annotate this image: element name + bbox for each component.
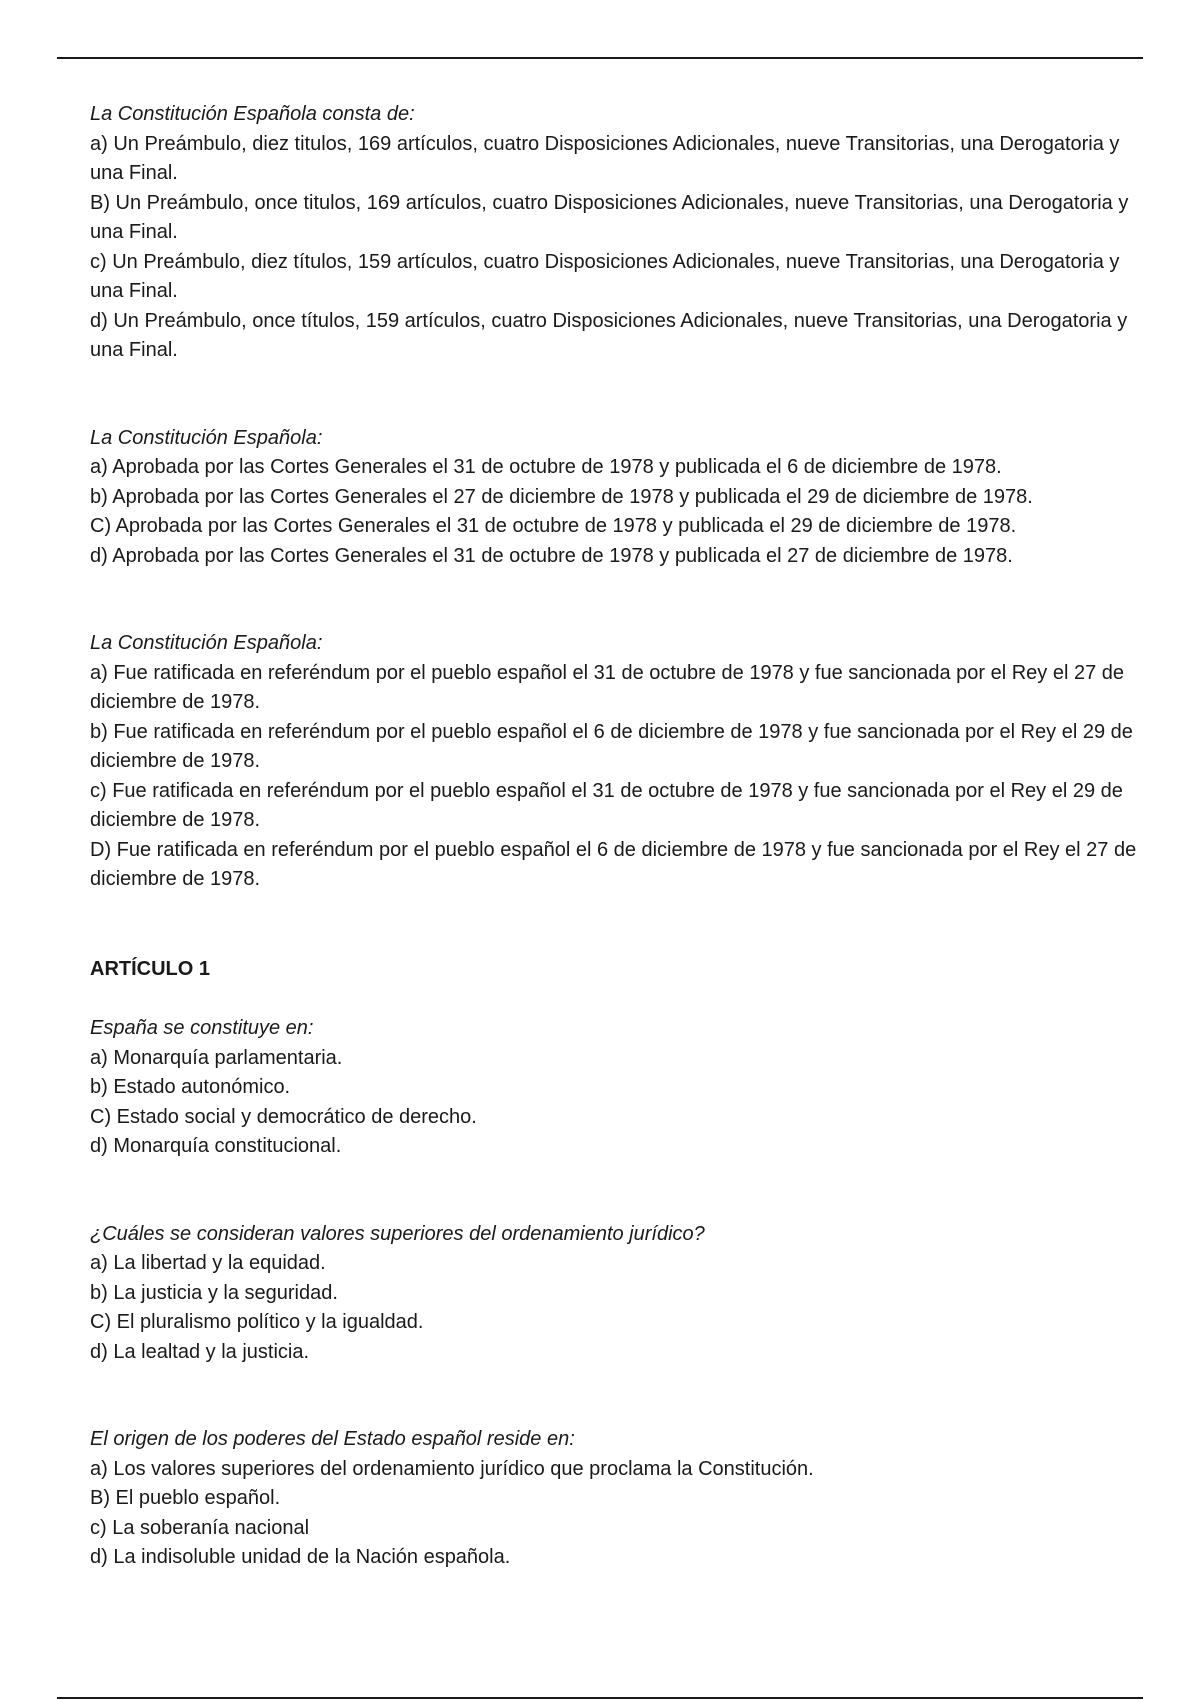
option-list <box>90 1249 1150 1367</box>
option-c: c) Un Preámbulo, diez títulos, 159 artículos, cuatro Disposiciones Adicionales, nueve Transitorias, una Derogatoria y una Final. <box>90 250 1120 302</box>
top-rule <box>57 57 1143 59</box>
question-5 <box>90 1220 1150 1368</box>
option-d: d) La lealtad y la justicia. <box>90 1340 310 1363</box>
question-prompt: La Constitución Española consta de: <box>90 103 415 125</box>
question-prompt: ¿Cuáles se consideran valores superiores del ordenamiento jurídico? <box>90 1222 705 1245</box>
option-a: a) Los valores superiores del ordenamiento jurídico que proclama la Constitución. <box>90 1457 814 1480</box>
option-list <box>90 453 1150 571</box>
option-d: d) La indisoluble unidad de la Nación española. <box>90 1546 511 1568</box>
question-prompt: El origen de los poderes del Estado español reside en: <box>90 1428 575 1450</box>
option-a: a) La libertad y la equidad. <box>90 1252 326 1274</box>
question-6 <box>90 1425 1150 1573</box>
option-a: a) Fue ratificada en referéndum por el pueblo español el 31 de octubre de 1978 y fue sancionada por el Rey el 27 de diciembre de 1978. <box>90 661 1125 713</box>
option-c: c) La soberanía nacional <box>90 1516 310 1539</box>
option-b: b) Aprobada por las Cortes Generales el 27 de diciembre de 1978 y publicada el 29 de diciembre de 1978. <box>90 485 1033 508</box>
option-d: d) Monarquía constitucional. <box>90 1135 342 1157</box>
option-d: D) Fue ratificada en referéndum por el pueblo español el 6 de diciembre de 1978 y fue sancionada por el Rey el 27 de diciembre de 1978. <box>90 838 1137 890</box>
question-prompt: España se constituye en: <box>90 1017 314 1039</box>
bottom-rule <box>57 1697 1143 1699</box>
option-c: C) Estado social y democrático de derecho. <box>90 1105 477 1128</box>
option-c: C) El pluralismo político y la igualdad. <box>90 1311 424 1333</box>
document-body <box>90 100 1150 1573</box>
option-b: B) El pueblo español. <box>90 1487 281 1509</box>
option-d: d) Aprobada por las Cortes Generales el 31 de octubre de 1978 y publicada el 27 de diciembre de 1978. <box>90 544 1013 567</box>
option-a: a) Un Preámbulo, diez titulos, 169 artículos, cuatro Disposiciones Adicionales, nueve Transitorias, una Derogatoria y una Final. <box>90 132 1120 184</box>
option-a: a) Monarquía parlamentaria. <box>90 1046 343 1069</box>
question-4 <box>90 1014 1150 1162</box>
question-prompt: La Constitución Española: <box>90 426 323 449</box>
option-list <box>90 1455 1150 1573</box>
option-c: C) Aprobada por las Cortes Generales el 31 de octubre de 1978 y publicada el 29 de diciembre de 1978. <box>90 515 1017 537</box>
section-heading: ARTÍCULO 1 <box>90 957 210 980</box>
question-1 <box>90 100 1150 366</box>
option-b: b) La justicia y la seguridad. <box>90 1281 338 1304</box>
question-2 <box>90 424 1150 572</box>
option-b: b) Fue ratificada en referéndum por el pueblo español el 6 de diciembre de 1978 y fue sancionada por el Rey el 29 de diciembre de 1978. <box>90 720 1133 772</box>
option-b: b) Estado autonómico. <box>90 1076 291 1098</box>
question-prompt: La Constitución Española: <box>90 632 323 654</box>
question-3 <box>90 629 1150 895</box>
option-c: c) Fue ratificada en referéndum por el pueblo español el 31 de octubre de 1978 y fue sancionada por el Rey el 29 de diciembre de 1978. <box>90 779 1123 831</box>
option-list <box>90 659 1150 895</box>
option-list <box>90 1044 1150 1162</box>
option-b: B) Un Preámbulo, once titulos, 169 artículos, cuatro Disposiciones Adicionales, nueve Transitorias, una Derogatoria y una Final. <box>90 191 1129 243</box>
option-a: a) Aprobada por las Cortes Generales el 31 de octubre de 1978 y publicada el 6 de diciembre de 1978. <box>90 456 1002 478</box>
option-list <box>90 130 1150 366</box>
option-d: d) Un Preámbulo, once títulos, 159 artículos, cuatro Disposiciones Adicionales, nueve Transitorias, una Derogatoria y una Final. <box>90 309 1128 361</box>
